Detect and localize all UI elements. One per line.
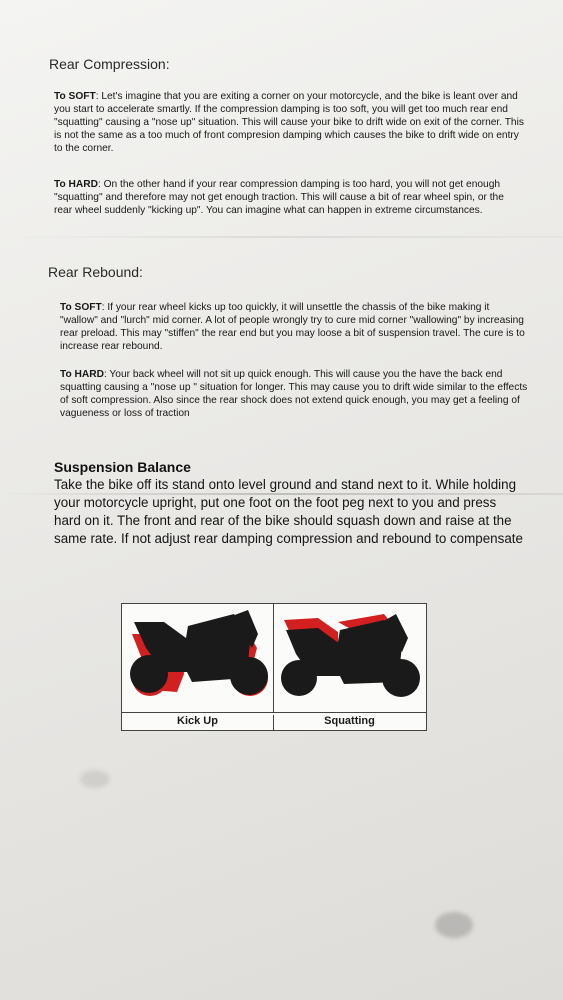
paper-smudge xyxy=(435,912,473,938)
hard-label: To HARD xyxy=(54,179,98,190)
soft-label: To SOFT xyxy=(60,302,102,313)
paper-smudge xyxy=(80,770,110,788)
bike-silhouette xyxy=(130,610,268,695)
soft-label: To SOFT xyxy=(54,91,96,102)
paper-crease xyxy=(0,236,563,238)
rear-compression-hard-paragraph xyxy=(54,178,524,217)
squatting-caption: Squatting xyxy=(324,715,375,727)
hard-label: To HARD xyxy=(60,369,104,380)
soft-text: : If your rear wheel kicks up too quickly, it will unsettle the chassis of the bike making it "wallow" and "lurch" mid corner. A lot of people wrongly try to cure mid corner "wallowing" by increasing rear preload. This may "stiffen" the rear end but you may loose a bit of suspension travel. The cure is to increase rear rebound. xyxy=(60,302,525,352)
figure-caption-row xyxy=(122,712,426,731)
rear-rebound-heading: Rear Rebound: xyxy=(48,264,143,280)
rear-rebound-soft-paragraph xyxy=(60,301,528,353)
squatting-panel xyxy=(274,604,425,712)
kick-up-panel xyxy=(122,604,274,712)
hard-text: : On the other hand if your rear compression damping is too hard, you will not get enough "squatting" and therefore may not get enough traction. This will cause a bit of rear wheel spin, or the rear wheel suddenly "kicking up". You can imagine what can happen in extreme circumstances. xyxy=(54,179,504,216)
kick-up-caption: Kick Up xyxy=(122,715,274,731)
kick-up-bike-illustration xyxy=(122,604,273,712)
rear-rebound-hard-paragraph xyxy=(60,368,528,420)
soft-text: : Let's imagine that you are exiting a corner on your motorcycle, and the bike is leant over and you start to accelerate smartly. If the compression damping is too soft, you will get too much rear end "squatting" causing a "nose up" situation. This will cause your bike to drift wide on exit of the corner. This is not the same as a too much of front compresion damping which causes the bike to drift wide on entry to the corner. xyxy=(54,91,524,154)
squatting-bike-illustration xyxy=(274,604,425,712)
bike-figure xyxy=(121,603,427,731)
suspension-balance-title: Suspension Balance xyxy=(54,459,191,475)
rear-compression-soft-paragraph xyxy=(54,90,524,155)
suspension-balance-text: Take the bike off its stand onto level ground and stand next to it. While holding your motorcycle upright, put one foot on the foot peg next to you and press hard on it. The front and rear of the bike should squash down and raise at the same rate. If not adjust rear damping compression and rebound to compensate xyxy=(54,477,523,546)
hard-text: : Your back wheel will not sit up quick enough. This will cause you the have the back end squatting causing a "nose up " situation for longer. This may cause you to drift wide similar to the effects of soft compression. Also since the rear shock does not extend quick enough, you may get a feeling of vagueness or loss of traction xyxy=(60,369,528,419)
rear-compression-heading: Rear Compression: xyxy=(49,56,170,72)
